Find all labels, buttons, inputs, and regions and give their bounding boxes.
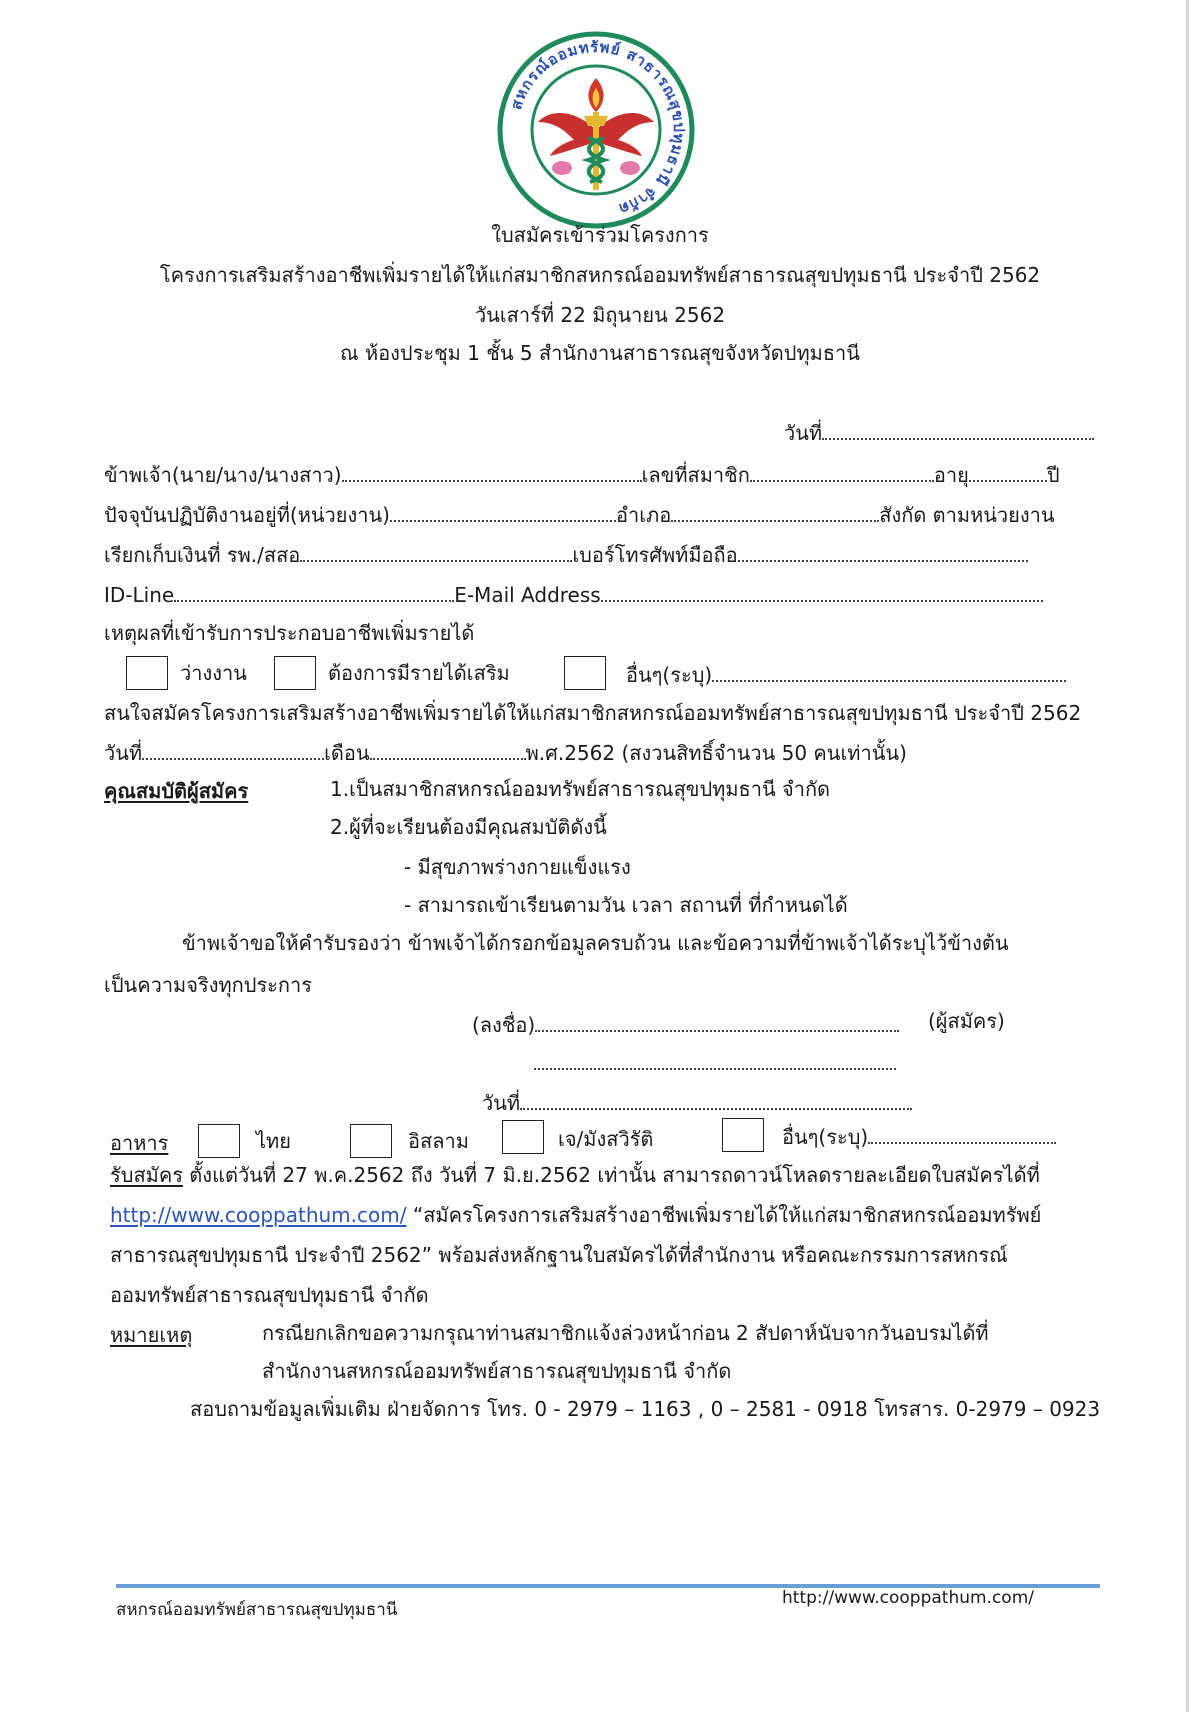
sign-label: (ลงชื่อ) (472, 1013, 536, 1037)
workplace-label: ปัจจุบันปฏิบัติงานอยู่ที่(หน่วยงาน) (104, 503, 390, 527)
month-label: เดือน (324, 741, 370, 765)
contact-info: สอบถามข้อมูลเพิ่มเติม ฝ่ายจัดการ โทร. 0 - 2979 – 1163 , 0 – 2581 - 0918 โทรสาร. 0-2979 – 0923 (190, 1397, 1101, 1421)
signature-date-row (482, 1088, 912, 1116)
line-field[interactable] (174, 580, 454, 602)
workplace-row (104, 500, 1055, 528)
qualification-item: 1.เป็นสมาชิกสหกรณ์ออมทรัพย์สาธารณสุขปทุมธานี จำกัด (330, 777, 831, 801)
project-name: โครงการเสริมสร้างอาชีพเพิ่มรายได้ให้แก่สมาชิกสหกรณ์ออมทรัพย์สาธารณสุขปทุมธานี ประจำปี 2562 (159, 263, 1041, 287)
interest-text: สนใจสมัครโครงการเสริมสร้างอาชีพเพิ่มรายได้ให้แก่สมาชิกสหกรณ์ออมทรัพย์สาธารณสุขปทุมธานี ประจำปี 2562 (104, 701, 1082, 725)
month-field[interactable] (370, 738, 526, 760)
note-line-2: สำนักงานสหกรณ์ออมทรัพย์สาธารณสุขปทุมธานี จำกัด (262, 1359, 732, 1383)
collect-field[interactable] (300, 540, 572, 562)
food-thai-label: ไทย (256, 1129, 291, 1153)
event-date: วันเสาร์ที่ 22 มิถุนายน 2562 (474, 303, 726, 327)
qualification-item: - สามารถเข้าเรียนตามวัน เวลา สถานที่ ที่กำหนดได้ (404, 893, 848, 917)
collect-row (104, 540, 1028, 568)
food-islam-checkbox[interactable] (350, 1124, 392, 1158)
apply-url-link[interactable]: http://www.cooppathum.com/ (110, 1203, 407, 1227)
reason-extra-income-label: ต้องการมีรายได้เสริม (328, 661, 510, 685)
member-no-field[interactable] (750, 460, 934, 482)
food-other-label: อื่นๆ(ระบุ) (782, 1125, 869, 1149)
food-vegetarian-checkbox[interactable] (502, 1120, 544, 1154)
footer-url[interactable]: http://www.cooppathum.com/ (782, 1588, 1034, 1608)
form-title: ใบสมัครเข้าร่วมโครงการ (491, 223, 709, 247)
form-date-field[interactable] (822, 418, 1094, 440)
schedule-row (104, 738, 907, 766)
name-field[interactable] (342, 460, 642, 482)
name-row (104, 460, 1060, 488)
certify-line-1: ข้าพเจ้าขอให้คำรับรองว่า ข้าพเจ้าได้กรอกข้อมูลครบถ้วน และข้อความที่ข้าพเจ้าได้ระบุไว้ข้างต้น (182, 931, 1009, 955)
reason-unemployed-label: ว่างงาน (180, 661, 247, 685)
printed-name-field[interactable] (534, 1048, 896, 1070)
affiliation-label: สังกัด ตามหน่วยงาน (879, 503, 1055, 527)
apply-line-4: ออมทรัพย์สาธารณสุขปทุมธานี จำกัด (110, 1283, 429, 1307)
food-other-row (782, 1122, 1056, 1150)
reason-other-label: อื่นๆ(ระบุ) (626, 663, 713, 687)
district-field[interactable] (671, 500, 879, 522)
logo-ring-text: สหกรณ์ออมทรัพย์ สาธารณสุขปทุมธานี จำกัด (506, 37, 689, 219)
signature-row (472, 1010, 899, 1038)
food-other-checkbox[interactable] (722, 1118, 764, 1152)
food-vegetarian-label: เจ/มังสวิรัติ (558, 1127, 654, 1151)
food-thai-checkbox[interactable] (198, 1124, 240, 1158)
signature-date-field[interactable] (520, 1088, 912, 1110)
cooperative-logo (496, 30, 696, 230)
age-field[interactable] (969, 460, 1047, 482)
reason-extra-income-checkbox[interactable] (274, 656, 316, 690)
food-label: อาหาร (110, 1131, 169, 1155)
form-date-row (784, 418, 1094, 446)
signature-date-label: วันที่ (482, 1091, 521, 1115)
workplace-field[interactable] (390, 500, 616, 522)
certify-line-2: เป็นความจริงทุกประการ (104, 973, 313, 997)
form-date-label: วันที่ (784, 421, 823, 445)
apply-line-1 (110, 1162, 1040, 1188)
reason-label: เหตุผลที่เข้ารับการประกอบอาชีพเพิ่มรายได้ (104, 621, 475, 645)
age-label: อายุ (933, 463, 969, 487)
mobile-label: เบอร์โทรศัพท์มือถือ (572, 543, 738, 567)
contact-row (104, 580, 1043, 608)
scan-edge-line (1186, 0, 1189, 1712)
apply-label: รับสมัคร (110, 1163, 183, 1187)
district-label: อำเภอ (615, 503, 672, 527)
qualifications-heading: คุณสมบัติผู้สมัคร (104, 779, 249, 803)
member-no-label: เลขที่สมาชิก (641, 463, 750, 487)
event-venue: ณ ห้องประชุม 1 ชั้น 5 สำนักงานสาธารณสุขจังหวัดปทุมธานี (340, 341, 860, 365)
sign-field[interactable] (535, 1010, 899, 1032)
qualification-item: 2.ผู้ที่จะเรียนต้องมีคุณสมบัติดังนี้ (330, 815, 607, 839)
applicant-label: (ผู้สมัคร) (928, 1009, 1005, 1033)
reason-other-checkbox[interactable] (564, 656, 606, 690)
qualification-item: - มีสุขภาพร่างกายแข็งแรง (404, 855, 631, 879)
apply-text-2: “สมัครโครงการเสริมสร้างอาชีพเพิ่มรายได้ให้แก่สมาชิกสหกรณ์ออมทรัพย์ (406, 1203, 1042, 1227)
day-field[interactable] (142, 738, 324, 760)
reason-other-row (626, 660, 1066, 688)
footer-org: สหกรณ์ออมทรัพย์สาธารณสุขปทุมธานี (116, 1600, 398, 1620)
reason-other-field[interactable] (712, 660, 1066, 682)
food-islam-label: อิสลาม (408, 1129, 469, 1153)
email-field[interactable] (601, 580, 1043, 602)
line-label: ID-Line (104, 583, 175, 607)
name-label: ข้าพเจ้า(นาย/นาง/นางสาว) (104, 463, 342, 487)
age-unit: ปี (1046, 463, 1060, 487)
apply-line-2 (110, 1202, 1041, 1228)
note-label: หมายเหตุ (110, 1323, 193, 1347)
email-label: E-Mail Address (454, 583, 601, 607)
apply-text-1: ตั้งแต่วันที่ 27 พ.ค.2562 ถึง วันที่ 7 มิ.ย.2562 เท่านั้น สามารถดาวน์โหลดรายละเอียดใบสมัครได้ที่ (182, 1163, 1040, 1187)
mobile-field[interactable] (738, 540, 1028, 562)
apply-line-3: สาธารณสุขปทุมธานี ประจำปี 2562” พร้อมส่งหลักฐานใบสมัครได้ที่สำนักงาน หรือคณะกรรมการสหกรณ์ (110, 1243, 1008, 1267)
collect-label: เรียกเก็บเงินที่ รพ./สสอ (104, 543, 301, 567)
food-other-field[interactable] (868, 1122, 1056, 1144)
reason-unemployed-checkbox[interactable] (126, 656, 168, 690)
printed-name-row (534, 1048, 896, 1076)
note-line-1: กรณียกเลิกขอความกรุณาท่านสมาชิกแจ้งล่วงหน้าก่อน 2 สัปดาห์นับจากวันอบรมได้ที่ (262, 1321, 989, 1345)
year-text: พ.ศ.2562 (สงวนสิทธิ์จำนวน 50 คนเท่านั้น) (525, 741, 907, 765)
day-label: วันที่ (104, 741, 143, 765)
